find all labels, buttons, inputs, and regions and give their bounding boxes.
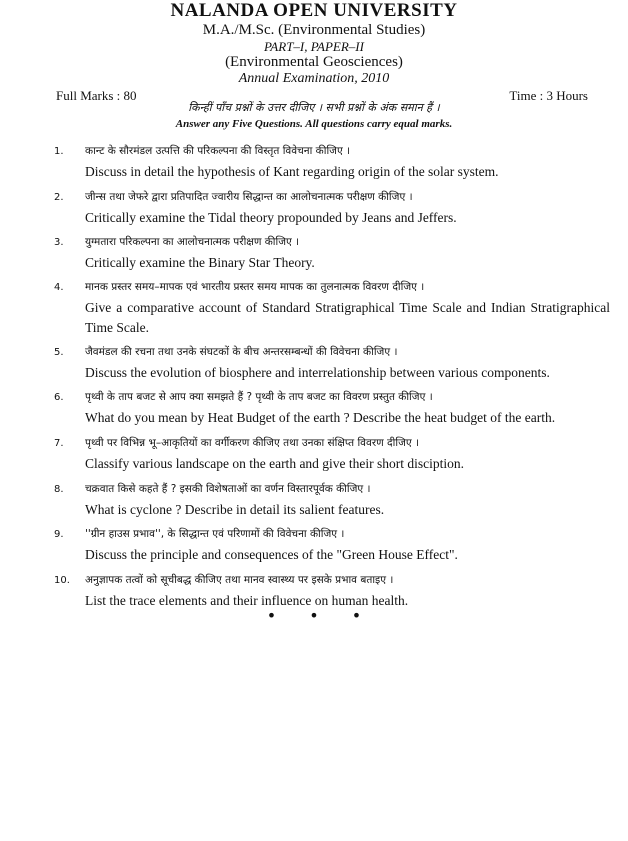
question-hindi: कान्ट के सौरमंडल उत्पत्ति की परिकल्पना की विस्तृत विवेचना कीजिए । [85,145,351,157]
question-hindi: जीन्स तथा जेफरे द्वारा प्रतिपादित ज्वारीय सिद्धान्त का आलोचनात्मक परीक्षण कीजिए । [85,191,413,203]
paper-part: PART–I, PAPER–II [264,39,364,54]
question-hindi: मानक प्रस्तर समय–मापक एवं भारतीय प्रस्तर समय मापक का तुलनात्मक विवरण दीजिए । [85,281,425,293]
question-number: 1. [54,146,64,157]
end-mark: • • • [266,606,376,625]
question-hindi: पृथ्वी पर विभिन्न भू–आकृतियों का वर्गीकरण कीजिए तथा उनका संक्षिप्त विवरण दीजिए । [85,437,419,449]
question-number: 10. [54,575,70,586]
course-title: M.A./M.Sc. (Environmental Studies) [202,22,426,38]
question-english: Critically examine the Tidal theory propounded by Jeans and Jeffers. [85,210,457,225]
question-english: What is cyclone ? Describe in detail its salient features. [85,502,385,517]
question-number: 6. [54,392,64,403]
question-number: 2. [54,192,64,203]
question-number: 7. [54,438,64,449]
question-english: Discuss the evolution of biosphere and interrelationship between various components. [85,365,550,380]
university-title: NALANDA OPEN UNIVERSITY [170,0,458,21]
question-number: 8. [54,484,64,495]
exam-time: Time : 3 Hours [509,88,588,103]
english-instruction: Answer any Five Questions. All questions carry equal marks. [175,118,453,130]
question-english: Discuss the principle and consequences of the "Green House Effect". [85,547,458,562]
question-number: 3. [54,237,64,248]
question-number: 5. [54,347,64,358]
question-english: Critically examine the Binary Star Theory. [85,255,315,270]
question-number: 9. [54,529,64,540]
question-hindi: पृथ्वी के ताप बजट से आप क्या समझते हैं ? पृथ्वी के ताप बजट का विवरण प्रस्तुत कीजिए । [85,391,433,403]
hindi-instruction: किन्हीं पाँच प्रश्नों के उत्तर दीजिए । सभी प्रश्नों के अंक समान हैं । [188,101,440,114]
question-number: 4. [54,282,64,293]
question-english: Classify various landscape on the earth and give their short disciption. [85,456,465,471]
question-hindi: युग्मतारा परिकल्पना का आलोचनात्मक परीक्षण कीजिए । [85,236,300,248]
question-hindi: अनुज्ञापक तत्वों को सूचीबद्ध कीजिए तथा मानव स्वास्थ्य पर इसके प्रभाव बताइए । [85,574,394,586]
question-english: List the trace elements and their influence on human health. [85,593,409,608]
question-english: Discuss in detail the hypothesis of Kant regarding origin of the solar system. [85,164,499,179]
question-hindi: ''ग्रीन हाउस प्रभाव'', के सिद्धान्त एवं परिणामों की विवेचना कीजिए । [85,528,345,540]
question-english: Give a comparative account of Standard Stratigraphical Time Scale and Indian Stratigraphical Time Scale. [85,300,610,335]
question-hindi: जैवमंडल की रचना तथा उनके संघटकों के बीच अन्तरसम्बन्धों की विवेचना कीजिए । [85,346,398,358]
exam-name: Annual Examination, 2010 [238,71,390,86]
question-hindi: चक्रवात किसे कहते हैं ? इसकी विशेषताओं का वर्णन विस्तारपूर्वक कीजिए । [85,483,371,495]
question-english: What do you mean by Heat Budget of the earth ? Describe the heat budget of the earth. [85,410,556,425]
full-marks: Full Marks : 80 [56,88,137,103]
subject-title: (Environmental Geosciences) [225,54,403,70]
